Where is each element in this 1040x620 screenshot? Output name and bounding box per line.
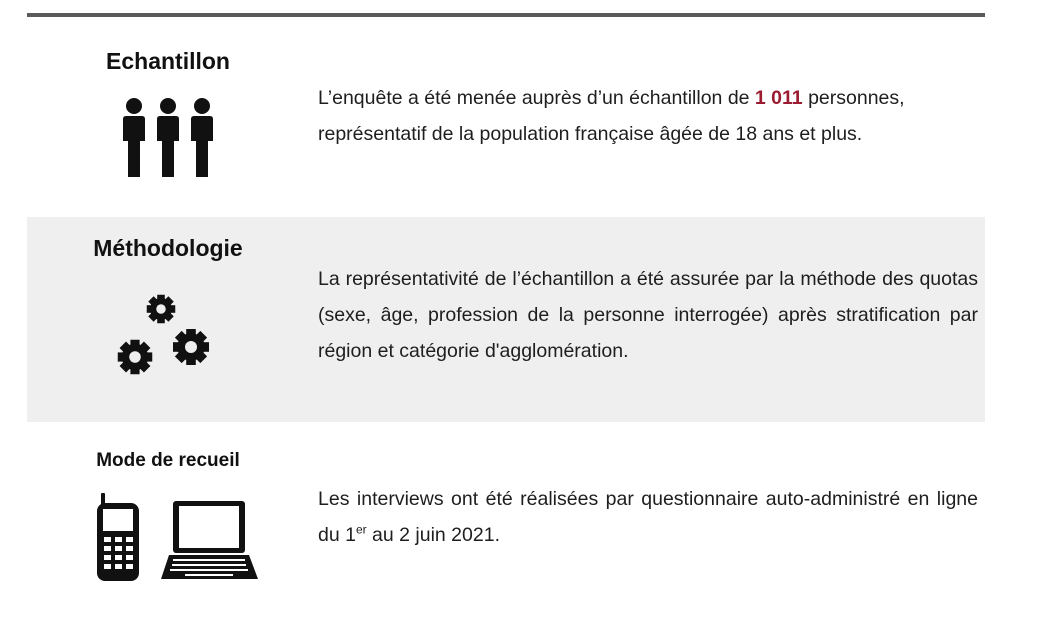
people-icon xyxy=(120,97,216,184)
method-title: Méthodologie xyxy=(93,235,243,261)
mobile-phone-icon xyxy=(97,493,139,581)
gears-icon xyxy=(111,289,227,390)
laptop-icon xyxy=(161,501,258,579)
top-rule xyxy=(27,13,985,17)
method-text: La représentativité de l’échantillon a été assurée par la méthode des quotas (sexe, âge, profession de la personne interrogée) après stratification par région et catégorie d'agglomération. xyxy=(318,268,978,362)
sample-title: Echantillon xyxy=(106,48,230,74)
collection-icons xyxy=(95,493,260,581)
sample-size: 1 011 xyxy=(754,87,803,109)
collection-section xyxy=(27,438,985,608)
sample-section xyxy=(27,40,985,200)
sample-text: L’enquête a été menée auprès d’un échantillon de 1 011 personnes, représentatif de la population française âgée de 18 ans et plus. xyxy=(318,87,905,145)
collection-text: Les interviews ont été réalisées par questionnaire auto-administré en ligne du 1er au 2 juin 2021. xyxy=(318,488,978,546)
collection-title: Mode de recueil xyxy=(96,450,240,471)
method-section xyxy=(27,217,985,422)
